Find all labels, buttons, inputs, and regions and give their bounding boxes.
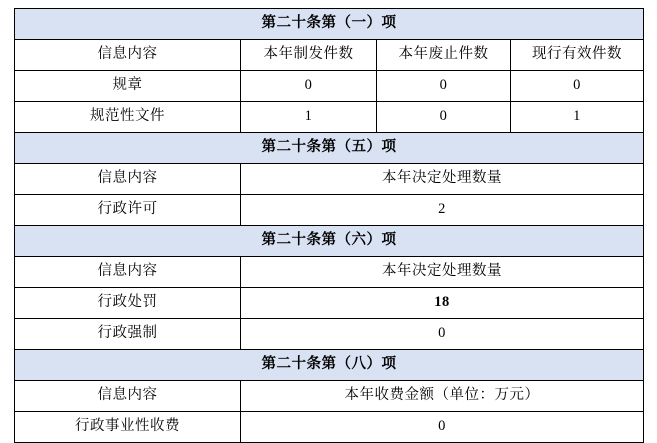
section-header-item-6: 第二十条第（六）项: [15, 226, 644, 257]
table-row: [15, 226, 644, 257]
row-label-administrative-penalty: 行政处罚: [15, 288, 241, 319]
column-header-abolished-count: 本年废止件数: [377, 40, 511, 71]
table-row: [15, 412, 644, 443]
value-normative-issued: 1: [241, 102, 377, 133]
table-row: [15, 319, 644, 350]
value-administrative-license-decisions: 2: [241, 195, 644, 226]
row-label-normative-documents: 规范性文件: [15, 102, 241, 133]
value-normative-effective: 1: [511, 102, 644, 133]
column-header-info-content-3: 信息内容: [15, 257, 241, 288]
value-administrative-penalty-decisions: 18: [241, 288, 644, 319]
table-row: [15, 102, 644, 133]
table-row: [15, 381, 644, 412]
row-label-administrative-compulsion: 行政强制: [15, 319, 241, 350]
table-row: [15, 164, 644, 195]
table-row: [15, 257, 644, 288]
row-label-administrative-fees: 行政事业性收费: [15, 412, 241, 443]
table-row: [15, 71, 644, 102]
column-header-effective-count: 现行有效件数: [511, 40, 644, 71]
column-header-decisions-count: 本年决定处理数量: [241, 164, 644, 195]
section-header-item-8: 第二十条第（八）项: [15, 350, 644, 381]
value-regulations-effective: 0: [511, 71, 644, 102]
column-header-info-content-2: 信息内容: [15, 164, 241, 195]
value-administrative-compulsion-decisions: 0: [241, 319, 644, 350]
column-header-issued-count: 本年制发件数: [241, 40, 377, 71]
value-regulations-abolished: 0: [377, 71, 511, 102]
column-header-info-content-4: 信息内容: [15, 381, 241, 412]
information-disclosure-table: [14, 8, 644, 443]
section-header-item-5: 第二十条第（五）项: [15, 133, 644, 164]
table-row: [15, 350, 644, 381]
section-header-item-1: 第二十条第（一）项: [15, 9, 644, 40]
table-row: [15, 288, 644, 319]
column-header-decisions-count-2: 本年决定处理数量: [241, 257, 644, 288]
value-normative-abolished: 0: [377, 102, 511, 133]
value-administrative-fees-amount: 0: [241, 412, 644, 443]
value-regulations-issued: 0: [241, 71, 377, 102]
table-row: [15, 40, 644, 71]
row-label-regulations: 规章: [15, 71, 241, 102]
table-row: [15, 9, 644, 40]
table-row: [15, 195, 644, 226]
table-body: [15, 9, 644, 443]
row-label-administrative-license: 行政许可: [15, 195, 241, 226]
column-header-info-content: 信息内容: [15, 40, 241, 71]
column-header-fee-amount: 本年收费金额（单位：万元）: [241, 381, 644, 412]
table-row: [15, 133, 644, 164]
